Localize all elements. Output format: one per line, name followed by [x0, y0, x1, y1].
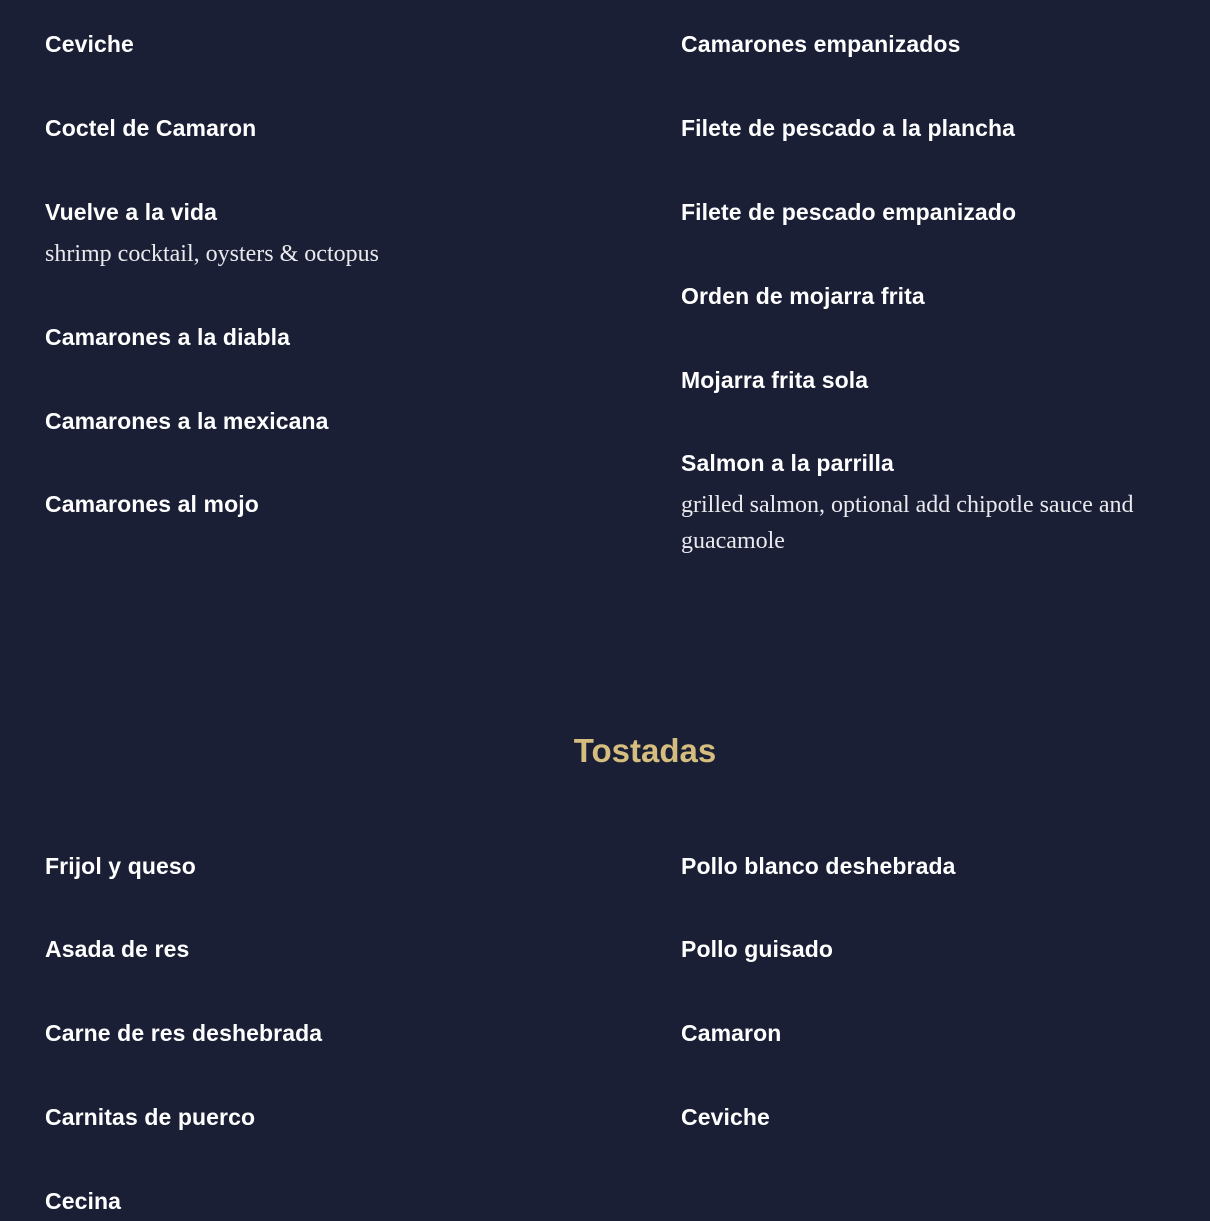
menu-item-name: Carne de res deshebrada [45, 1020, 323, 1046]
menu-item-name: Camarones a la mexicana [45, 408, 329, 434]
menu-item-name: Coctel de Camaron [45, 115, 257, 141]
menu-item-name: Cecina [45, 1188, 122, 1214]
menu-item-name: Filete de pescado a la plancha [681, 115, 1016, 141]
menu-item-name: Camaron [681, 1020, 782, 1046]
menu-item-description: shrimp cocktail, oysters & octopus [45, 241, 379, 267]
menu-item-name: Pollo guisado [681, 936, 834, 962]
menu-item-name: Ceviche [681, 1104, 770, 1130]
menu-item-name: Ceviche [45, 31, 134, 57]
menu-item-name: Mojarra frita sola [681, 367, 869, 393]
menu-item-name: Camarones al mojo [45, 491, 259, 517]
section-title: Tostadas [573, 732, 717, 769]
menu-item-name: Camarones a la diabla [45, 324, 290, 350]
menu-item-name: Vuelve a la vida [45, 199, 218, 225]
menu-item-name: Frijol y queso [45, 853, 196, 879]
menu-item-name: Camarones empanizados [681, 31, 961, 57]
menu-item-name: Orden de mojarra frita [681, 283, 925, 309]
menu-item-name: Pollo blanco deshebrada [681, 853, 956, 879]
menu-item-description: grilled salmon, optional add chipotle sauce and guacamole [681, 492, 1134, 554]
menu-item-name: Asada de res [45, 936, 190, 962]
menu-item-name: Filete de pescado empanizado [681, 199, 1017, 225]
menu-item-name: Carnitas de puerco [45, 1104, 256, 1130]
menu-item-name: Salmon a la parrilla [681, 450, 894, 476]
